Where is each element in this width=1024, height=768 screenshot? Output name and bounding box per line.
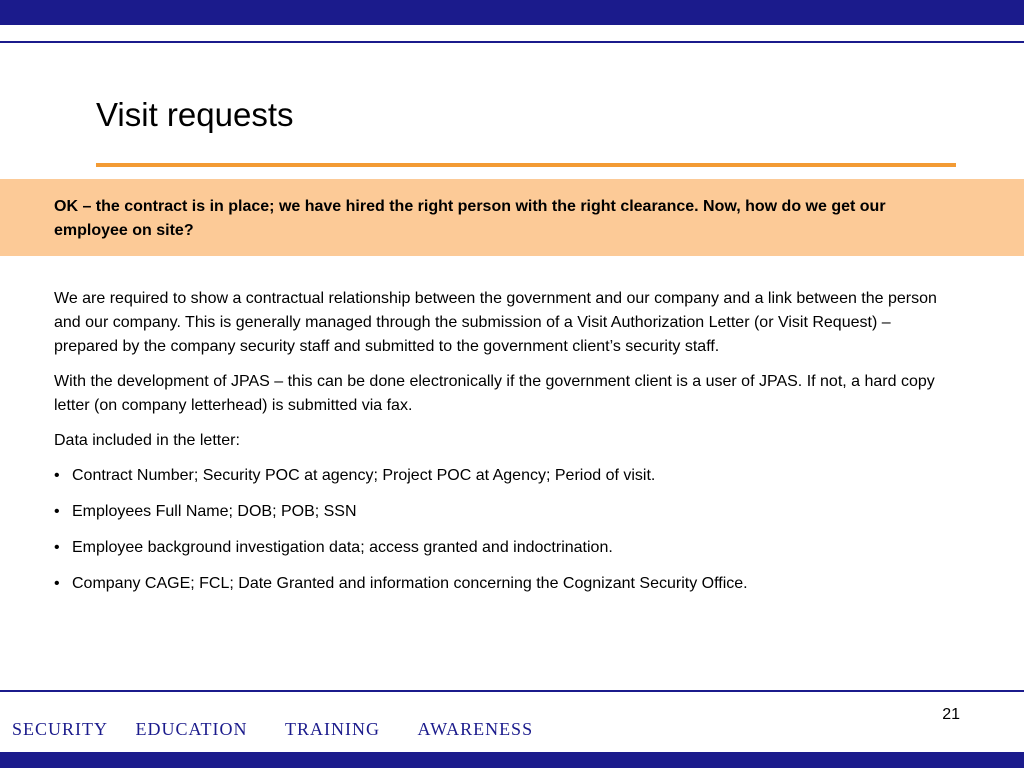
bullet-text: Employees Full Name; DOB; POB; SSN (72, 503, 357, 520)
footer-word-training: TRAINING (285, 719, 381, 739)
top-divider-line (0, 41, 1024, 43)
bullet-item (54, 536, 954, 560)
footer-word-awareness: AWARENESS (417, 719, 534, 739)
body-paragraph: Data included in the letter: (54, 432, 240, 449)
slide-title: Visit requests (96, 96, 294, 133)
bullet-text: Contract Number; Security POC at agency; Project POC at Agency; Period of visit. (72, 467, 656, 484)
slide-body (54, 287, 954, 608)
bottom-banner-bar (0, 752, 1024, 768)
body-paragraph: With the development of JPAS – this can be done electronically if the government client is a user of JPAS. If not, a hard copy letter (on company letterhead) is submitted via fax. (54, 373, 935, 414)
bullet-text: Company CAGE; FCL; Date Granted and information concerning the Cognizant Security Office. (72, 575, 748, 592)
footer-word-security: SECURITY (12, 719, 109, 739)
page-number: 21 (942, 706, 960, 723)
bullet-icon: • (54, 503, 60, 520)
bullet-item (54, 500, 954, 524)
footer-word-education: EDUCATION (135, 719, 248, 739)
top-banner-bar (0, 0, 1024, 25)
callout-box (0, 179, 1024, 256)
body-paragraph: We are required to show a contractual relationship between the government and our company and a link between the person and our company. This is generally managed through the submission of a Visit Authorization Letter (or Visit Request) – prepared by the company security staff and submitted to the government client’s security staff. (54, 290, 937, 355)
bullet-text: Employee background investigation data; access granted and indoctrination. (72, 539, 613, 556)
bullet-item (54, 464, 954, 488)
footer-tagline (12, 719, 533, 740)
bullet-icon: • (54, 539, 60, 556)
callout-text: OK – the contract is in place; we have hired the right person with the right clearance. Now, how do we get our employee on site? (54, 198, 886, 239)
data-bullet-list (54, 464, 954, 596)
bullet-icon: • (54, 467, 60, 484)
bottom-divider-line (0, 690, 1024, 692)
bullet-item (54, 572, 954, 596)
title-underline (96, 163, 956, 167)
bullet-icon: • (54, 575, 60, 592)
